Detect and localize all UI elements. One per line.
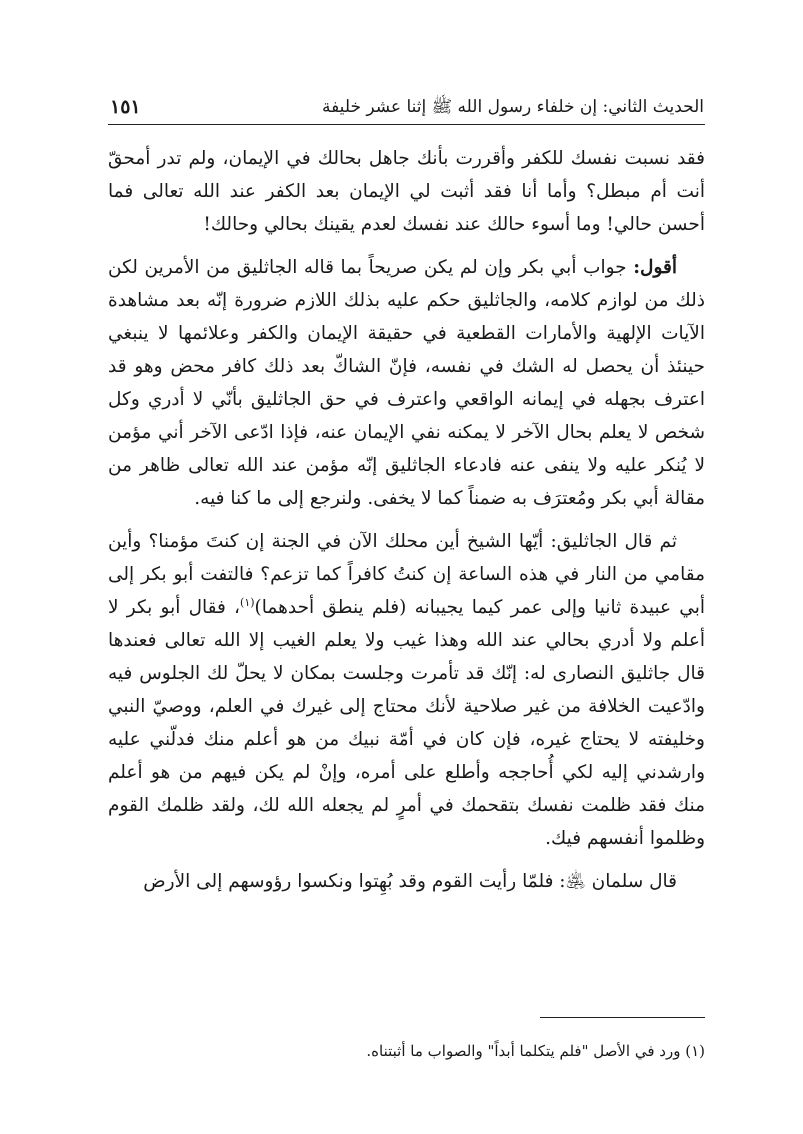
- paragraph-3: [108, 525, 705, 855]
- paragraph-1-text: فقد نسبت نفسك للكفر وأقررت بأنك جاهل بحالك في الإيمان، ولم تدر أمحقّ أنت أم مبطل؟ وأما أنا فقد أثبت لي الإيمان بعد الكفر عند الله تعالى فما أحسن حالي! وما أسوء حالك عند نفسك لعدم يقينك بحالي وحالك!: [108, 148, 705, 235]
- chapter-title: الحديث الثاني: إن خلفاء رسول الله ﷺ إثنا عشر خليفة: [321, 97, 704, 117]
- paragraph-3-text-end: ، فقال أبو بكر لا أعلم ولا أدري بحالي عند الله وهذا غيب ولا يعلم الغيب إلا الله تعالى فعندها قال جاثليق النصارى له: إنّك قد تأمرت وجلست بمكان لا يحلّ لك الجلوس فيه وادّعيت الخلافة من غير صلاحية لأنك محتاج إلى غيرك في العلم، ووصيّ النبي وخليفته لا يحتاج غيره، فإن كان في أمّة نبيك من هو أعلم منك فدلّني عليه وارشدني إليه لكي أُحاججه وأطلع على أمره، وإنْ لم يكن فيهم من هو أعلم منك فقد ظلمت نفسك بتقحمك في أمرٍ لم يجعله الله لك، ولقد ظلمك القوم وظلموا أنفسهم فيك.: [108, 597, 705, 849]
- body-text: [108, 142, 705, 908]
- footnote: (١) ورد في الأصل "فلم يتكلما أبداً" والصواب ما أثبتناه.: [366, 1042, 705, 1060]
- paragraph-4: [108, 865, 705, 898]
- paragraph-4-text: قال سلمان ﵁: فلمّا رأيت القوم وقد بُهِتوا ونكسوا رؤوسهم إلى الأرض: [143, 871, 677, 892]
- paragraph-2-lead: أقول:: [633, 257, 677, 278]
- header-divider: [108, 124, 705, 125]
- paragraph-3-text-start: ثم قال الجاثليق: أيّها الشيخ أين محلك الآن في الجنة إن كنتَ مؤمنا؟ وأين مقامي من النار في هذه الساعة إن كنتُ كافراً كما تزعم؟ فالتفت أبو بكر إلى أبي عبيدة ثانيا وإلى عمر كيما يجيبانه (فلم ينطق أحدهما): [108, 531, 705, 618]
- footnote-divider: [540, 1017, 705, 1018]
- footnote-reference[interactable]: (١): [240, 595, 255, 609]
- paragraph-1: [108, 142, 705, 241]
- page-number: ١٥١: [110, 96, 141, 118]
- running-header: [110, 86, 704, 120]
- paragraph-2: [108, 251, 705, 515]
- paragraph-2-text: جواب أبي بكر وإن لم يكن صريحاً بما قاله الجاثليق من الأمرين لكن ذلك من لوازم كلامه، والجاثليق حكم عليه بذلك اللازم ضرورة إنّه بعد مشاهدة الآيات الإلهية والأمارات القطعية في حقيقة الإيمان والكفر وعلائمها لا ينبغي حينئذ أن يحصل له الشك في نفسه، فإنّ الشاكّ بعد ذلك كافر محض وهو قد اعترف بجهله في إيمانه الواقعي واعترف في حق الجاثليق بأنّي لا أدري وكل شخص لا يعلم بحال الآخر لا يمكنه نفي الإيمان عنه، فإذا ادّعى الآخر أني مؤمن لا يُنكر عليه ولا ينفى عنه فادعاء الجاثليق إنّه مؤمن عند الله تعالى ظاهر من مقالة أبي بكر ومُعترَف به ضمناً كما لا يخفى. ولنرجع إلى ما كنا فيه.: [108, 257, 705, 509]
